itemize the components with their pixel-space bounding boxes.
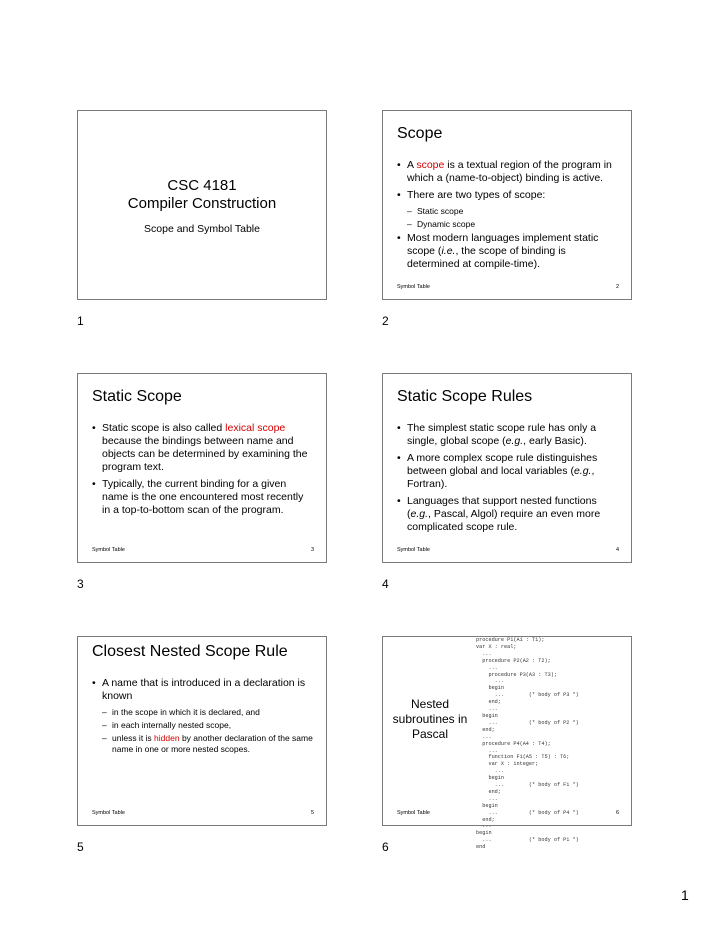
slide-number-1: 1	[77, 314, 84, 328]
slide-title: Static Scope	[92, 388, 182, 405]
italic-term: i.e.	[441, 245, 456, 257]
course-title: Compiler Construction	[127, 195, 277, 212]
text: Most modern languages implement static scope (	[407, 232, 599, 257]
italic-term: e.g.	[505, 435, 524, 447]
text: because the bindings between name and objects can be determined by examining the program text.	[102, 435, 308, 473]
bullet	[397, 495, 619, 534]
text: The simplest static scope rule has only a single, global scope (	[407, 422, 597, 447]
sub-bullet: – Static scope	[397, 206, 619, 217]
highlight-term: hidden	[154, 733, 180, 743]
text: Static scope is also called	[102, 422, 226, 434]
slide-body	[397, 159, 619, 275]
text: unless it is	[112, 733, 155, 743]
slide-page: 3	[310, 547, 314, 553]
slide-subtitle: Scope and Symbol Table	[144, 223, 260, 235]
slide-6	[382, 636, 632, 851]
slide-footer: Symbol Table	[397, 810, 430, 816]
slide-body	[92, 422, 314, 521]
slide-page: 4	[615, 547, 619, 553]
text: A	[407, 159, 417, 171]
slide-page: 5	[310, 810, 314, 816]
bullet	[397, 159, 619, 185]
text: , Fortran).	[407, 465, 595, 490]
text: , early Basic).	[523, 435, 587, 447]
slide-title: Static Scope Rules	[397, 388, 533, 405]
slide-footer: Symbol Table	[397, 284, 430, 290]
slide-page: 6	[615, 810, 619, 816]
bullet: • There are two types of scope:	[397, 189, 619, 202]
text: is a textual region of the program in which a (name-to-object) binding is active.	[407, 159, 612, 184]
slide-number-6: 6	[382, 840, 389, 854]
sub-bullet: – Dynamic scope	[397, 219, 619, 230]
slide-5	[77, 636, 327, 826]
slide-footer: Symbol Table	[397, 547, 430, 553]
highlight-term: scope	[416, 159, 445, 171]
slide-1	[77, 110, 327, 300]
slide-number-2: 2	[382, 314, 389, 328]
slide-body	[92, 677, 314, 757]
bullet	[397, 232, 619, 271]
text: , Pascal, Algol) require an even more complicated scope rule.	[407, 508, 601, 533]
sub-bullet: – in each internally nested scope,	[92, 720, 314, 731]
text: , the scope of binding is determined at compile-time).	[407, 245, 566, 270]
sub-bullet: – in the scope in which it is declared, and	[92, 707, 314, 718]
text: Languages that support nested functions (	[407, 495, 597, 520]
bullet	[92, 422, 314, 474]
slide-footer: Symbol Table	[92, 810, 125, 816]
side-label: Nested subroutines in Pascal	[392, 697, 468, 741]
slide-footer: Symbol Table	[92, 547, 125, 553]
course-code: CSC 4181	[167, 177, 237, 194]
bullet: • A name that is introduced in a declaration is known	[92, 677, 314, 703]
page-number: 1	[681, 887, 689, 903]
sub-bullet	[92, 733, 314, 755]
bullet	[397, 422, 619, 448]
slide-number-5: 5	[77, 840, 84, 854]
slide-4	[382, 373, 632, 563]
slide-number-3: 3	[77, 577, 84, 591]
bullet: • Typically, the current binding for a given name is the one encountered most recently in a top-to-bottom scan of the program.	[92, 478, 314, 517]
slide-2	[382, 110, 632, 300]
text: A more complex scope rule distinguishes between global and local variables (	[407, 452, 598, 477]
bullet	[397, 452, 619, 491]
slide-title: Scope	[397, 125, 443, 142]
slide-page: 2	[615, 284, 619, 290]
slide-3	[77, 373, 327, 563]
italic-term: e.g.	[573, 465, 592, 477]
highlight-term: lexical scope	[225, 422, 286, 434]
slide-title: Closest Nested Scope Rule	[92, 643, 288, 660]
pascal-code-block: procedure P1(A1 : T1); var X : real; ... procedure P2(A2 : T2); ... procedure P3(A3 : T3); ... begin ... (* body of P3 *) end; ... begin ... (* body of P2 *) end; ... procedure P4(A4 : T4); ... function F1(A5 : T5) : T6; var X : integer; ... begin ... (* body of F1 *) end; ... begin ... (* body of P4 *) end; ... begin ... (* body of P1 *) end	[476, 637, 579, 851]
slide-number-4: 4	[382, 577, 389, 591]
slide-body	[397, 422, 619, 538]
text: by another declaration of the same name in one or more nested scopes.	[112, 733, 313, 754]
italic-term: e.g.	[410, 508, 429, 520]
